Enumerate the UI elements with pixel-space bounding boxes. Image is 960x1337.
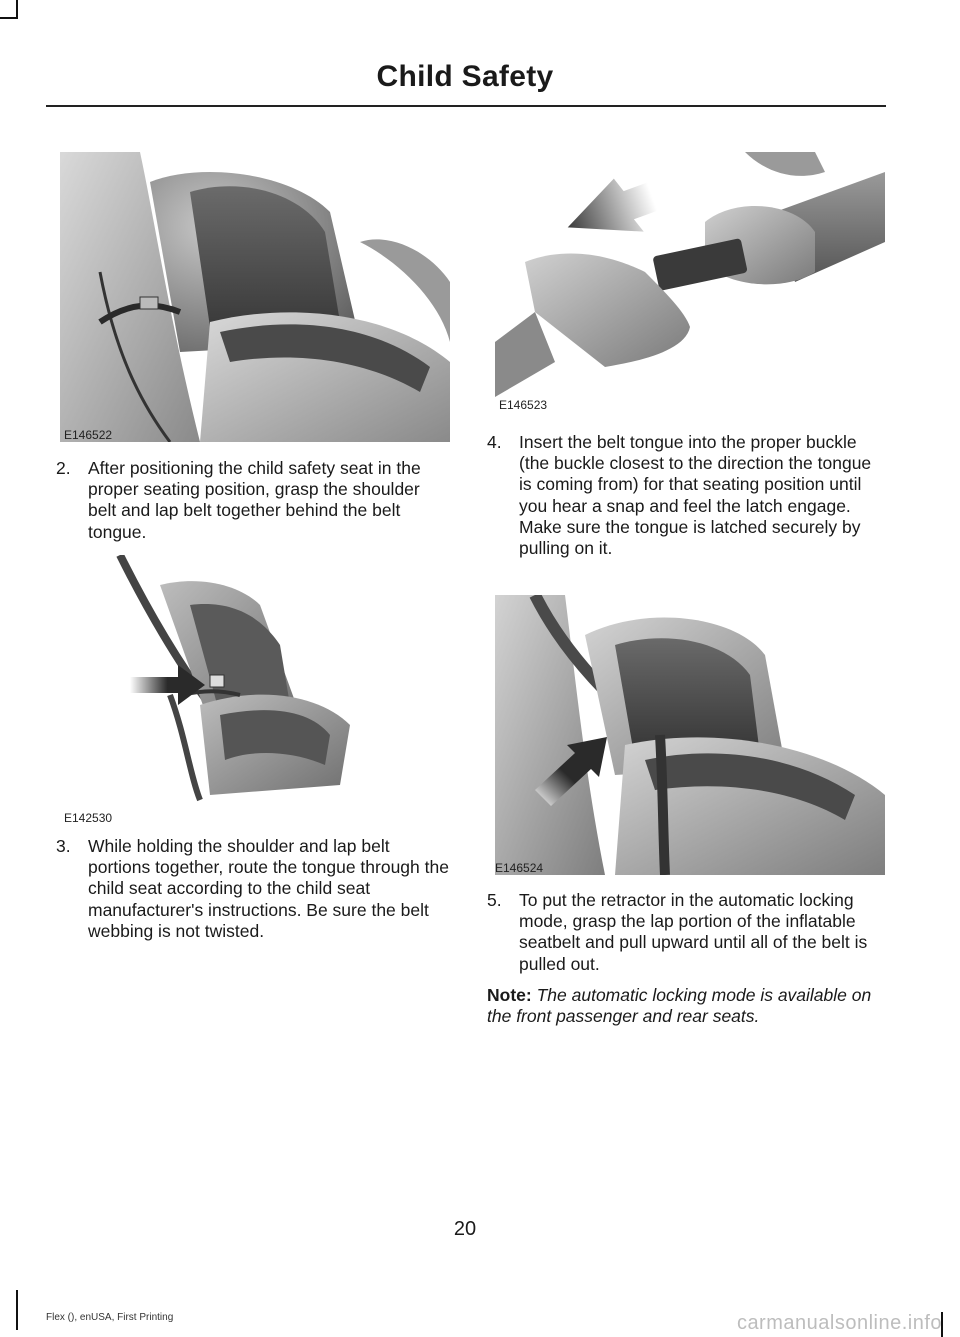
figure-code: E142530 bbox=[64, 811, 113, 825]
step-3 bbox=[56, 836, 452, 942]
step-text: After positioning the child safety seat in the proper seating position, grasp the shoulder belt and lap belt together behind the belt tongue. bbox=[88, 458, 421, 542]
watermark: carmanualsonline.info bbox=[736, 1312, 942, 1334]
step-number: 5. bbox=[487, 890, 502, 910]
note-label: Note: bbox=[487, 985, 532, 1005]
step-number: 3. bbox=[56, 836, 71, 856]
page-number: 20 bbox=[453, 1218, 477, 1240]
crop-mark bbox=[16, 0, 18, 18]
note-text: The automatic locking mode is available on the front passenger and rear seats. bbox=[487, 985, 872, 1027]
step-5 bbox=[487, 890, 883, 975]
step-2 bbox=[56, 458, 452, 543]
step-text: While holding the shoulder and lap belt portions together, route the tongue through the child seat according to the child seat manufacturer's instructions. Be sure the belt webbing is not twisted. bbox=[88, 836, 449, 941]
step-number: 4. bbox=[487, 432, 502, 452]
crop-mark bbox=[16, 1290, 18, 1330]
step-text: To put the retractor in the automatic locking mode, grasp the lap portion of the inflatable seatbelt and pull upward until all of the belt is pulled out. bbox=[519, 890, 868, 974]
figure-code: E146523 bbox=[499, 398, 548, 412]
figure-child-seat-side bbox=[60, 152, 450, 442]
step-4 bbox=[487, 432, 883, 559]
note bbox=[487, 985, 883, 1027]
step-text: Insert the belt tongue into the proper buckle (the buckle closest to the direction the tongue is coming from) for that seating position until you hear a snap and feel the latch engage. Make sure the tongue is latched securely by pulling on it. bbox=[519, 432, 872, 559]
crop-mark bbox=[0, 17, 18, 19]
figure-buckle-insert bbox=[495, 152, 885, 412]
step-number: 2. bbox=[56, 458, 71, 478]
page-title: Child Safety bbox=[376, 60, 554, 93]
footer-text: Flex (), enUSA, First Printing bbox=[46, 1312, 174, 1323]
figure-code: E146522 bbox=[64, 428, 113, 442]
header-divider bbox=[46, 105, 886, 107]
figure-code: E146524 bbox=[495, 861, 544, 875]
figure-retractor-pull bbox=[495, 595, 885, 875]
figure-route-tongue bbox=[60, 555, 450, 825]
